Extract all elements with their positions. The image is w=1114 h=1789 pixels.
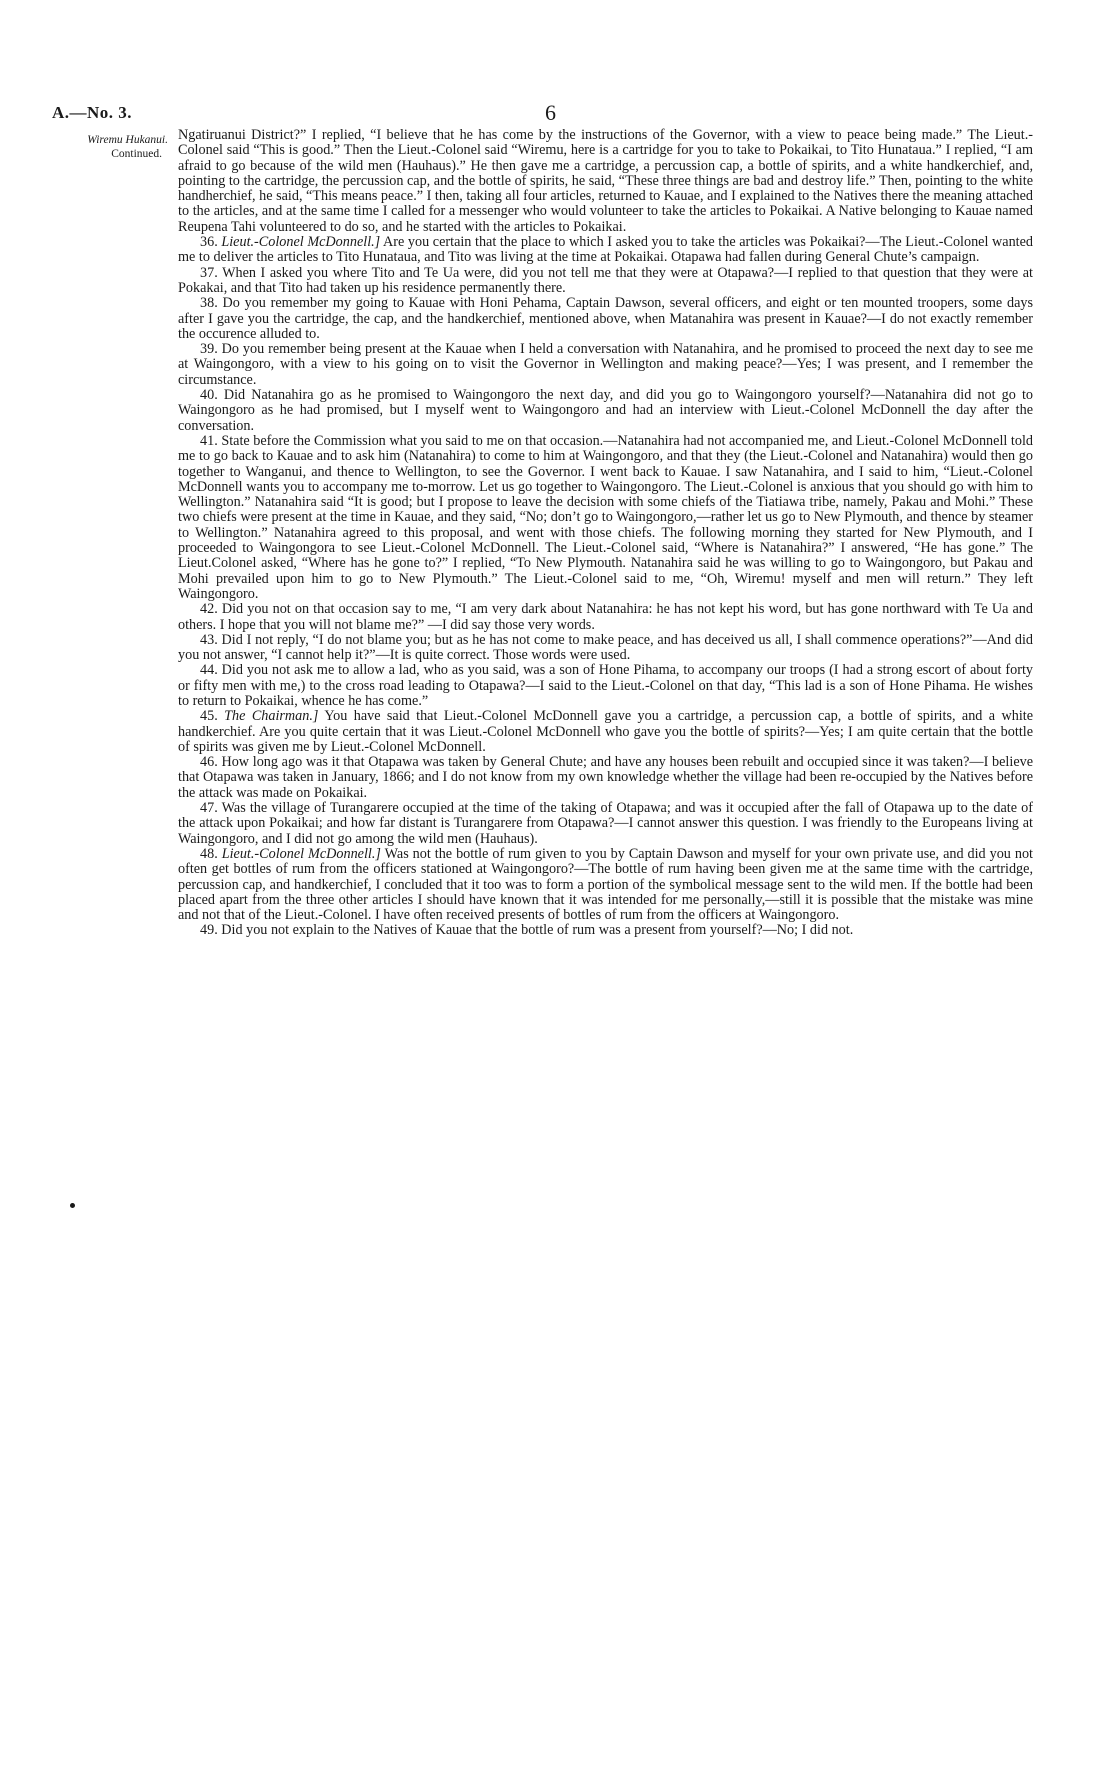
- speaker-name: Lieut.-Colonel McDonnell.]: [221, 234, 381, 251]
- question-49: [178, 923, 1033, 938]
- paragraph-text: Did you not on that occasion say to me, “I am very dark about Natanahira: he has not kept his word, but has gone northward with Te Ua and others. I hope that you will not blame me?” —I did say those very words.: [178, 601, 1033, 633]
- question-number: 47.: [200, 800, 218, 817]
- continued-label: Continued.: [111, 148, 162, 160]
- question-44: [178, 663, 1033, 709]
- question-47: [178, 801, 1033, 847]
- paragraph-text: Do you remember being present at the Kauae when I held a conversation with Natanahira, and he promised to proceed the next day to see me at Waingongoro, with a view to his going on to visit the Governor in Wellington and making peace?—Yes; I was present, and I remember the circumstance.: [178, 341, 1034, 388]
- question-38: [178, 296, 1033, 342]
- paper-reference: A.—No. 3.: [52, 103, 133, 122]
- paragraph-continuation: [178, 128, 1033, 235]
- question-number: 44.: [200, 662, 218, 679]
- question-number: 43.: [200, 631, 218, 648]
- question-40: [178, 388, 1033, 434]
- speaker-name: Lieut.-Colonel McDonnell.]: [221, 845, 381, 862]
- question-number: 40.: [200, 387, 218, 404]
- question-46: [178, 755, 1033, 801]
- margin-dot: [70, 1203, 75, 1208]
- question-37: [178, 266, 1033, 297]
- question-number: 49.: [200, 922, 218, 939]
- question-43: [178, 633, 1033, 664]
- question-number: 36.: [200, 234, 218, 251]
- paragraph-text: Did you not ask me to allow a lad, who as you said, was a son of Hone Pihama, to accompany our troops (I had a strong escort of about forty or fifty men with me,) to the cross road leading to Otapawa?—I said to the Lieut.-Colonel on that day, “This lad is a son of Hone Pihama. He wishes to return to Pokaikai, whence he has come.”: [178, 662, 1033, 709]
- question-number: 45.: [200, 708, 218, 725]
- paragraph-text: Did Natanahira go as he promised to Waingongoro the next day, and did you go to Waingongoro yourself?—Natanahira did not go to Waingongoro as he had promised, but I myself went to Waingongoro and had an interview with Lieut.-Colonel McDonnell the day after the conversation.: [178, 387, 1034, 434]
- question-number: 48.: [200, 845, 218, 862]
- question-36: [178, 235, 1033, 266]
- witness-name: Wiremu Hukanui.: [87, 134, 168, 146]
- question-number: 46.: [200, 754, 218, 771]
- speaker-name: The Chairman.]: [224, 708, 319, 725]
- paragraph-text: Did I not reply, “I do not blame you; but as he has not come to make peace, and has deceived us all, I shall commence operations?”—And did you not answer, “I cannot help it?”—It is quite correct. Those words were used.: [178, 631, 1033, 664]
- question-42: [178, 602, 1033, 633]
- question-number: 39.: [200, 341, 218, 358]
- paragraph-text: Did you not explain to the Natives of Kauae that the bottle of rum was a present from yourself?—No; I did not.: [221, 922, 854, 939]
- question-45: [178, 709, 1033, 755]
- paragraph-text: State before the Commission what you said to me on that occasion.—Natanahira had not accompanied me, and Lieut.-Colonel McDonnell told me to go back to Kauae and to ask him (Natanahira) to come to him at Waingongoro, and that they (the Lieut.-Colonel and Natanahira) would then go together to Wanganui, and thence to Wellington, to see the Governor. I went back to Kauae. I saw Natanahira, and I said to him, “Lieut.-Colonel McDonnell wants you to accompany me to-morrow. Let us go together to Waingongoro. The Lieut.-Colonel is anxious that you should go with him to Wellington.” Natanahira said “It is good; but I propose to leave the decision with some chiefs of the Tiatiawa tribe, namely, Pakau and Mohi.” These two chiefs were present at the time in Kauae, and they said, “No; don’t go to Waingongoro,—rather let us go to New Plymouth, and thence by steamer to Wellington.” Natanahira agreed to this proposal, and went with those chiefs. The following morning they started for New Plymouth, and I proceeded to Waingongora to see Lieut.-Colonel McDonnell. The Lieut.-Colonel said, “Where is Natanahira?” I answered, “He has gone.” The Lieut.Colonel asked, “Where has he gone to?” I replied, “To New Plymouth. Natanahira said he was willing to go to Waingongoro, but Pakau and Mohi prevailed upon him to go to New Plymouth.” The Lieut.-Colonel said to me, “Oh, Wiremu! myself and men will return.” They left Waingongoro.: [178, 432, 1033, 602]
- question-number: 42.: [200, 601, 218, 618]
- question-39: [178, 342, 1033, 388]
- testimony-body: [178, 128, 1033, 939]
- paragraph-text: You have said that Lieut.-Colonel McDonnell gave you a cartridge, a percussion cap, a bottle of spirits, and a white handkerchief. Are you quite certain that it was Lieut.-Colonel McDonnell who gave you the bottle of spirits?—Yes; I am quite certain that the bottle of spirits was given me by Lieut.-Colonel McDonnell.: [178, 708, 1033, 755]
- paragraph-text: Was not the bottle of rum given to you by Captain Dawson and myself for your own private use, and did you not often get bottles of rum from the officers stationed at Waingongoro?—The bottle of rum having been given me at the same time with the cartridge, percussion cap, and handkerchief, I concluded that it too was to form a portion of the symbolical message sent to the wild men. If the bottle had been placed apart from the three other articles I should have known that it was intended for me personally,—still it is possible that the mistake was mine and not that of the Lieut.-Colonel. I have often received presents of bottles of rum from the officers at Waingongoro.: [178, 845, 1033, 924]
- paragraph-text: When I asked you where Tito and Te Ua were, did you not tell me that they were at Otapawa?—I replied to that question that they were at Pokakai, and that Tito had taken up his residence permanently there.: [178, 264, 1033, 296]
- question-41: [178, 434, 1033, 602]
- paragraph-text: Do you remember my going to Kauae with Honi Pehama, Captain Dawson, several officers, and eight or ten mounted troopers, some days after I gave you the cartridge, the cap, and the handkerchief, mentioned above, when Matanahira was present in Kauae?—I do not exactly remember the occurence alluded to.: [178, 295, 1034, 342]
- paragraph-text: Ngatiruanui District?” I replied, “I believe that he has come by the instructions of the Governor, with a view to peace being made.” The Lieut.-Colonel said “This is good.” Then the Lieut.-Colonel said “Wiremu, here is a cartridge for you to take to Pokaikai, to Tito Hunataua.” I replied, “I am afraid to go because of the wild men (Hauhaus).” He then gave me a cartridge, a percussion cap, a bottle of spirits, and a white handkerchief, and, pointing to the cartridge, the percussion cap, and the bottle of spirits, he said, “These three things are bad and destroy life.” Then, pointing to the white handherchief, he said, “This means peace.” I then, taking all four articles, returned to Kauae, and I explained to the Natives there the meaning attached to the articles, and at the same time I called for a messenger who would volunteer to take the articles to Pokaikai. A Native belonging to Kauae named Reupena Tahi volunteered to do so, and he started with the articles to Pokaikai.: [178, 127, 1033, 235]
- paragraph-text: How long ago was it that Otapawa was taken by General Chute; and have any houses been rebuilt and occupied since it was taken?—I believe that Otapawa was taken in January, 1866; and I do not know from my own knowledge whether the village had been re-occupied by the Natives before the attack was made on Pokaikai.: [178, 754, 1034, 801]
- page-number: 6: [545, 100, 556, 125]
- paragraph-text: Are you certain that the place to which I asked you to take the articles was Pokaikai?—The Lieut.-Colonel wanted me to deliver the articles to Tito Hunataua, and Tito was living at the time at Pokaikai. Otapawa had fallen during General Chute’s campaign.: [178, 234, 1034, 266]
- question-48: [178, 847, 1033, 923]
- question-number: 38.: [200, 295, 218, 312]
- question-number: 37.: [200, 264, 218, 281]
- question-number: 41.: [200, 432, 218, 449]
- paragraph-text: Was the village of Turangarere occupied at the time of the taking of Otapawa; and was it occupied after the fall of Otapawa up to the date of the attack upon Pokaikai; and how far distant is Turangarere from Otapawa?—I cannot answer this question. I was friendly to the Europeans living at Waingongoro, and I did not go among the wild men (Hauhaus).: [178, 800, 1033, 847]
- margin-note: [38, 133, 168, 161]
